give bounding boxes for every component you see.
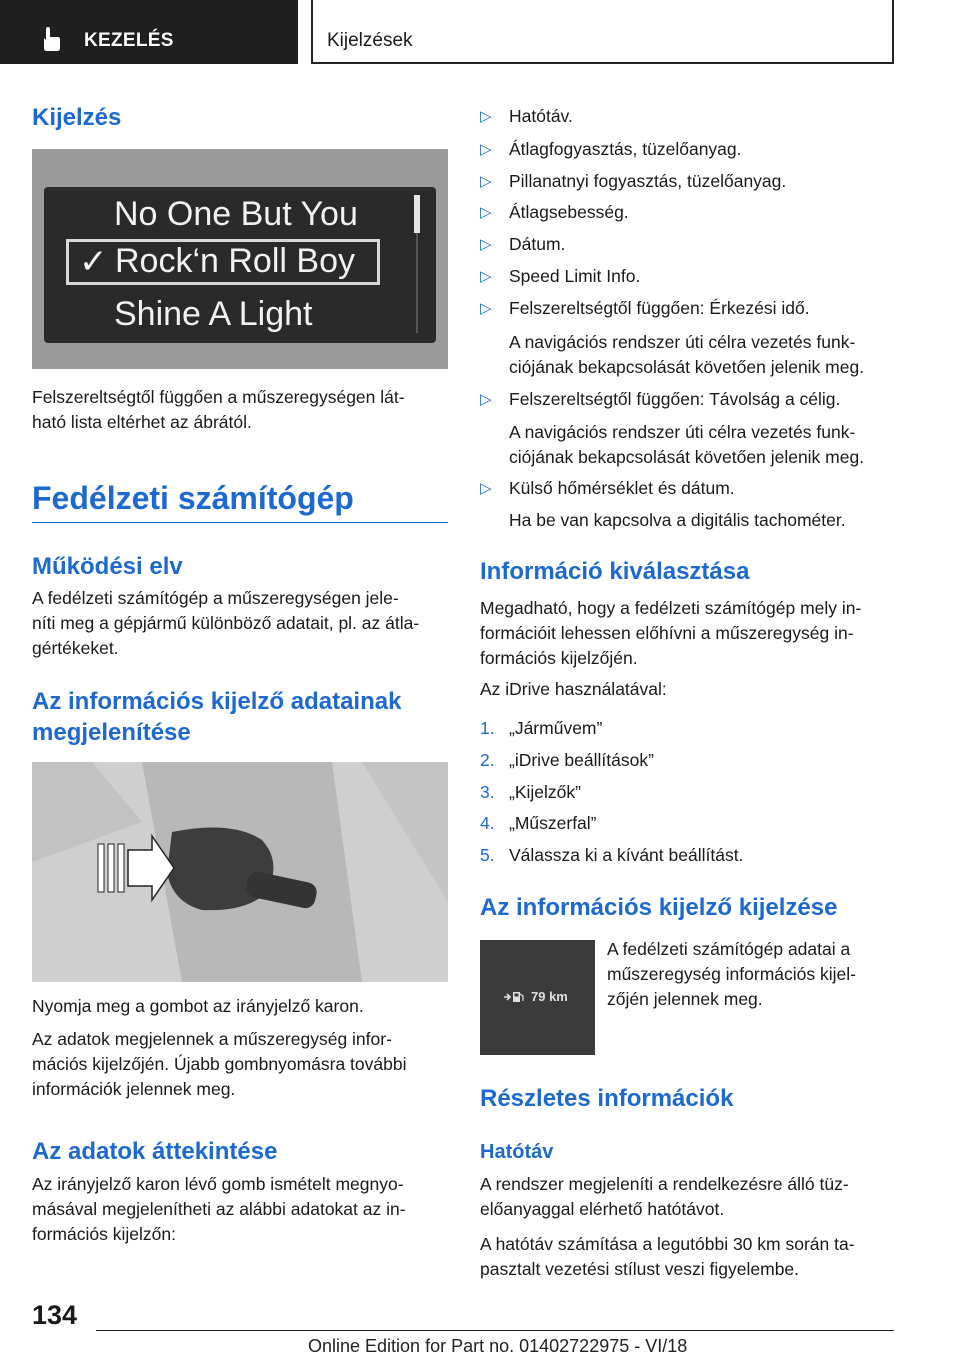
section-tab[interactable] — [0, 0, 298, 64]
paragraph-equipment: Felszereltségtől függően a műszeregységen lát- ható lista eltérhet az ábrától. — [32, 387, 405, 432]
heading-range: Hatótáv — [480, 1141, 554, 1163]
chapter-header — [311, 0, 894, 64]
range-display-figure — [480, 940, 595, 1055]
note-tachometer: Ha be van kapcsolva a digitális tachométer. — [509, 510, 846, 530]
triangle-bullet-icon: ▷ — [480, 141, 492, 158]
heading-details: Részletes információk — [480, 1085, 734, 1112]
scrollbar-thumb — [414, 195, 420, 233]
triangle-bullet-icon: ▷ — [480, 236, 492, 253]
media-list-figure — [32, 149, 448, 369]
cluster-screen — [44, 187, 436, 343]
paragraph-idrive: Az iDrive használatával: — [480, 679, 667, 699]
list-item: No One But You — [114, 195, 358, 233]
triangle-bullet-icon: ▷ — [480, 108, 492, 125]
footer-rule — [96, 1330, 894, 1331]
section-label: KEZELÉS — [84, 30, 174, 51]
page-number: 134 — [32, 1300, 78, 1330]
triangle-bullet-icon: ▷ — [480, 480, 492, 497]
triangle-bullet-icon: ▷ — [480, 268, 492, 285]
heading-kijelzes: Kijelzés — [32, 104, 122, 131]
list-item: Shine A Light — [114, 295, 313, 333]
triangle-bullet-icon: ▷ — [480, 204, 492, 221]
paragraph-overview: Az irányjelző karon lévő gomb ismételt megnyo- másával megjelenítheti az alábbi adatokat az in- formációs kijelzőn: — [32, 1174, 406, 1244]
paragraph-select: Megadható, hogy a fedélzeti számítógép mely in- formációit lehessen előhívni a műszeregység in- formációs kijelzőjén. — [480, 598, 862, 668]
list-item-selected — [66, 239, 380, 285]
heading-show-data: Az információs kijelző adatainak megjelenítése — [32, 688, 402, 746]
paragraph-press: Nyomja meg a gombot az irányjelző karon. — [32, 996, 364, 1016]
paragraph-range-1: A rendszer megjeleníti a rendelkezésre álló tüz- előanyaggal elérhető hatótávot. — [480, 1174, 849, 1219]
heading-display: Az információs kijelző kijelzése — [480, 894, 838, 921]
paragraph-display: A fedélzeti számítógép adatai a műszeregység információs kijel- zőjén jelennek meg. — [607, 939, 856, 1009]
note-navigation: A navigációs rendszer úti célra vezetés funk- ciójának bekapcsolását követően jelenik meg. — [509, 332, 865, 377]
paragraph-range-2: A hatótáv számítása a legutóbbi 30 km során ta- pasztalt vezetési stílust veszi figyelembe. — [480, 1234, 855, 1279]
hand-pointer-icon — [38, 26, 64, 52]
fuel-pump-icon — [504, 991, 524, 1003]
heading-select: Információ kiválasztása — [480, 558, 750, 585]
paragraph-principle: A fedélzeti számítógép a műszeregységen jele- níti meg a gépjármű különböző adatait, pl. az átla- gértékeket. — [32, 588, 420, 658]
triangle-bullet-icon: ▷ — [480, 391, 492, 408]
range-readout: 79 km — [531, 989, 568, 1004]
chapter-label: Kijelzések — [327, 30, 413, 51]
list-item-label: Rock‘n Roll Boy — [115, 242, 355, 280]
lever-illustration — [32, 762, 448, 982]
paragraph-data: Az adatok megjelennek a műszeregység infor- mációs kijelzőjén. Újabb gombnyomásra további információk jelennek meg. — [32, 1029, 407, 1099]
turn-signal-lever-figure — [32, 762, 448, 982]
triangle-bullet-icon: ▷ — [480, 300, 492, 317]
heading-principle: Működési elv — [32, 553, 183, 580]
scrollbar-track — [416, 233, 418, 333]
triangle-bullet-icon: ▷ — [480, 173, 492, 190]
heading-overview: Az adatok áttekintése — [32, 1138, 278, 1165]
heading-computer: Fedélzeti számítógép — [32, 480, 354, 516]
edition-note: Online Edition for Part no. 01402722975 - VI/18 — [308, 1336, 688, 1356]
check-icon: ✓ — [79, 243, 108, 281]
note-navigation: A navigációs rendszer úti célra vezetés funk- ciójának bekapcsolását követően jelenik meg. — [509, 422, 865, 467]
heading-rule — [32, 522, 448, 523]
